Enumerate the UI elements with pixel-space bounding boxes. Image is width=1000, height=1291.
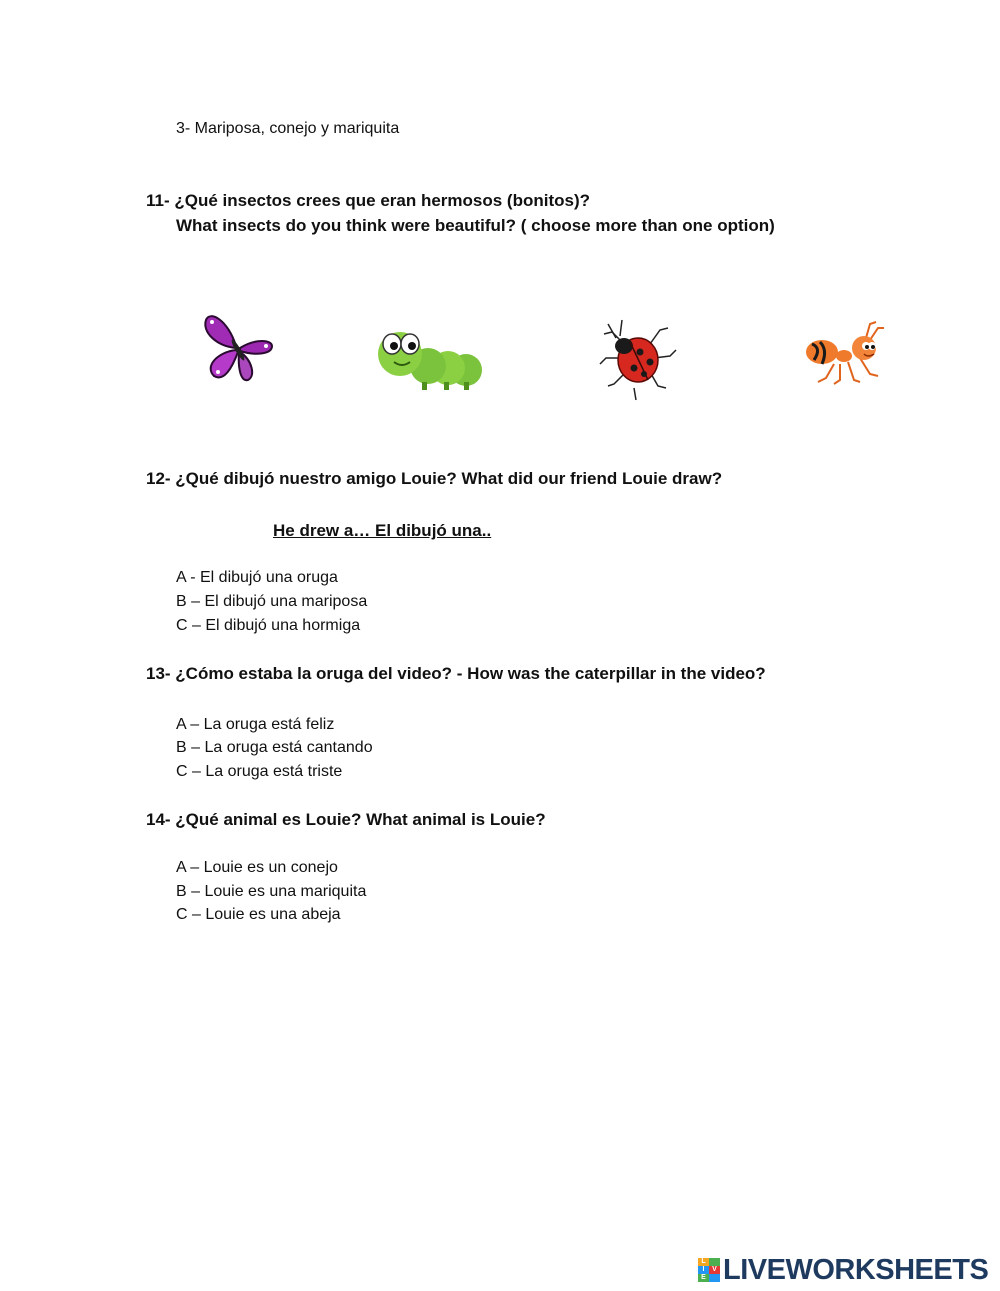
question-12-hint: He drew a… El dibujó una.. (273, 521, 492, 540)
question-13-option-c[interactable]: C – La oruga está triste (176, 763, 343, 780)
logo-letter: V (709, 1266, 720, 1274)
question-12-option-a[interactable]: A - El dibujó una oruga (176, 569, 338, 586)
question-12-title: 12- ¿Qué dibujó nuestro amigo Louie? What did our friend Louie draw? (146, 469, 723, 488)
question-14-option-a[interactable]: A – Louie es un conejo (176, 859, 338, 876)
question-13-option-b[interactable]: B – La oruga está cantando (176, 739, 373, 756)
ladybug-icon[interactable] (594, 314, 680, 402)
logo-mark-icon (698, 1258, 720, 1282)
previous-option: 3- Mariposa, conejo y mariquita (176, 120, 400, 137)
question-14-title: 14- ¿Qué animal es Louie? What animal is Louie? (146, 810, 546, 829)
logo-letter: E (698, 1274, 709, 1282)
ant-icon[interactable] (804, 318, 888, 388)
butterfly-icon[interactable] (198, 310, 278, 384)
question-14-option-c[interactable]: C – Louie es una abeja (176, 906, 341, 923)
question-12-option-c[interactable]: C – El dibujó una hormiga (176, 617, 361, 634)
logo-letter: L (698, 1258, 709, 1266)
question-12-option-b[interactable]: B – El dibujó una mariposa (176, 593, 368, 610)
question-11-title: 11- ¿Qué insectos crees que eran hermosos (bonitos)? (146, 191, 591, 210)
question-13-option-a[interactable]: A – La oruga está feliz (176, 716, 335, 733)
logo-letter: I (698, 1266, 709, 1274)
question-14-option-b[interactable]: B – Louie es una mariquita (176, 883, 367, 900)
liveworksheets-logo (698, 1255, 988, 1285)
question-13-title: 13- ¿Cómo estaba la oruga del video? - How was the caterpillar in the video? (146, 664, 766, 683)
caterpillar-icon[interactable] (374, 326, 482, 396)
logo-text: LIVEWORKSHEETS (723, 1253, 989, 1286)
question-11-subtitle: What insects do you think were beautiful? ( choose more than one option) (176, 216, 775, 235)
